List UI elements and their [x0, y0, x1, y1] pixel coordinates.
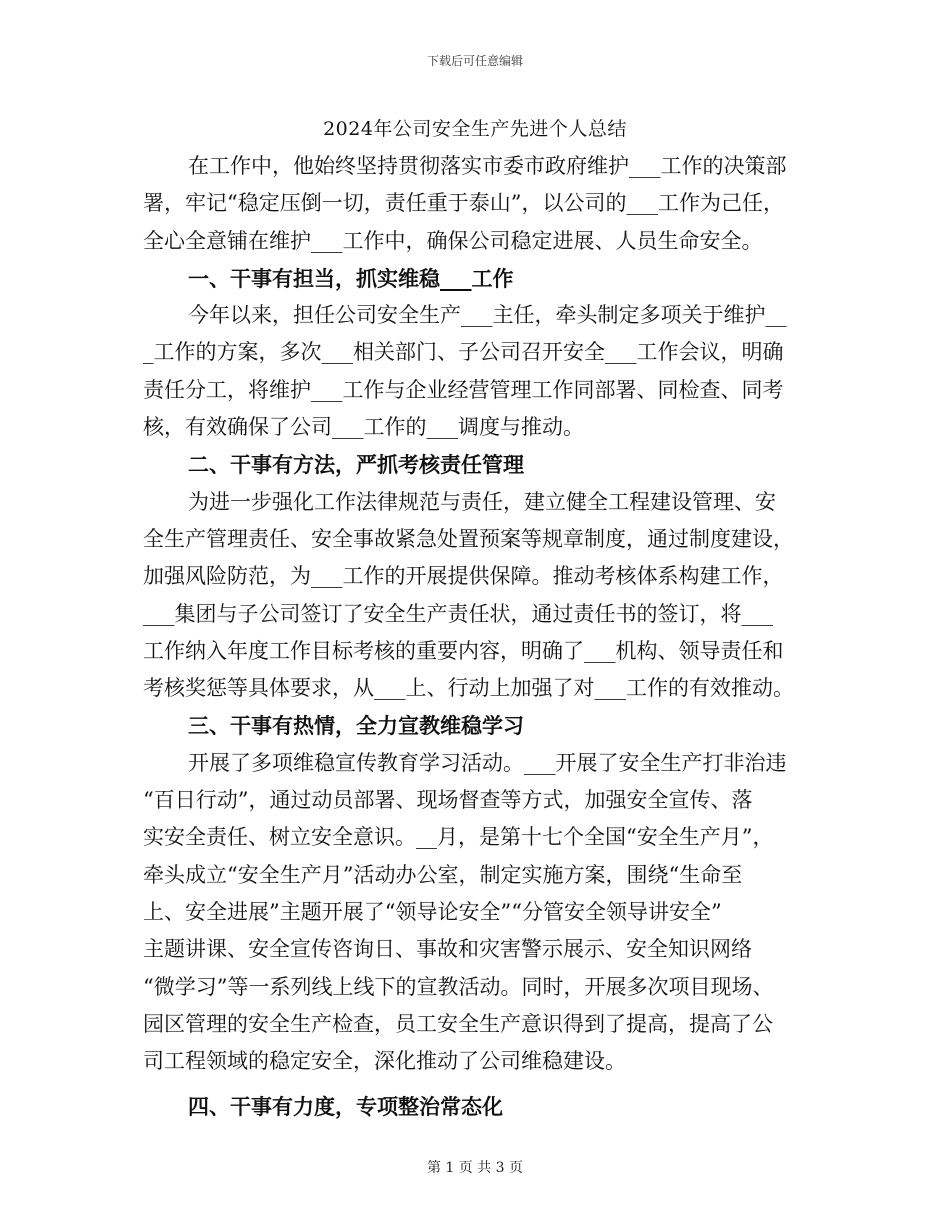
body-line: 署，牢记“稳定压倒一切，责任重于泰山”，以公司的___工作为己任， — [143, 191, 784, 216]
section-heading-1: 一、干事有担当，抓实维稳___工作 — [188, 265, 514, 291]
body-line: 全心全意铺在维护___工作中，确保公司稳定进展、人员生命安全。 — [143, 228, 763, 253]
body-line: 工作纳入年度工作目标考核的重要内容，明确了___机构、领导责任和 — [143, 638, 784, 663]
section-heading-4: 四、干事有力度，专项整治常态化 — [188, 1094, 503, 1120]
body-line: 为进一步强化工作法律规范与责任，建立健全工程建设管理、安 — [188, 489, 776, 514]
body-line: 牵头成立“安全生产月”活动办公室，制定实施方案，围绕“生命至 — [143, 862, 743, 887]
body-line: 司工程领域的稳定安全，深化推动了公司维稳建设。 — [143, 1049, 626, 1074]
section-spacer — [143, 1080, 813, 1088]
body-line: 园区管理的安全生产检查，员工安全生产意识得到了提高，提高了公 — [143, 1011, 773, 1036]
body-line: _工作的方案，多次___相关部门、子公司召开安全___工作会议，明确 — [143, 340, 784, 365]
body-line: 今年以来，担任公司安全生产___主任，牵头制定多项关于维护__ — [188, 303, 787, 328]
body-line: 在工作中，他始终坚持贯彻落实市委市政府维护___工作的决策部 — [188, 154, 787, 178]
body-line: “百日行动”，通过动员部署、现场督查等方式，加强安全宣传、落 — [143, 788, 753, 813]
body-line: 全生产管理责任、安全事故紧急处置预案等规章制度，通过制度建设， — [143, 526, 794, 551]
page-number-footer: 第 1 页 共 3 页 — [426, 1160, 524, 1176]
page-header-note: 下载后可任意编辑 — [426, 54, 523, 68]
body-line: 上、安全进展”主题开展了“领导论安全”“分管安全领导讲安全” — [143, 899, 722, 924]
body-line: ___集团与子公司签订了安全生产责任状，通过责任书的签订，将___ — [143, 601, 773, 626]
section-heading-3: 三、干事有热情，全力宣教维稳学习 — [188, 713, 524, 739]
body-line: 开展了多项维稳宣传教育学习活动。___开展了安全生产打非治违 — [188, 750, 787, 775]
body-line: 责任分工，将维护___工作与企业经营管理工作同部署、同检查、同考 — [143, 377, 784, 402]
section-heading-2: 二、干事有方法，严抓考核责任管理 — [188, 452, 524, 478]
body-line: 实安全责任、树立安全意识。__月，是第十七个全国“安全生产月”， — [143, 825, 774, 850]
body-line: 考核奖惩等具体要求，从___上、行动上加强了对___工作的有效推动。 — [143, 676, 794, 701]
document-body — [143, 148, 813, 1126]
document-title: 2024年公司安全生产先进个人总结 — [323, 118, 627, 140]
body-line: 核，有效确保了公司___工作的___调度与推动。 — [143, 415, 584, 440]
body-line: 主题讲课、安全宣传咨询日、事故和灾害警示展示、安全知识网络 — [143, 937, 752, 962]
body-line: “微学习”等一系列线上线下的宣教活动。同时，开展多次项目现场、 — [143, 974, 774, 999]
body-line: 加强风险防范，为___工作的开展提供保障。推动考核体系构建工作， — [143, 564, 784, 589]
